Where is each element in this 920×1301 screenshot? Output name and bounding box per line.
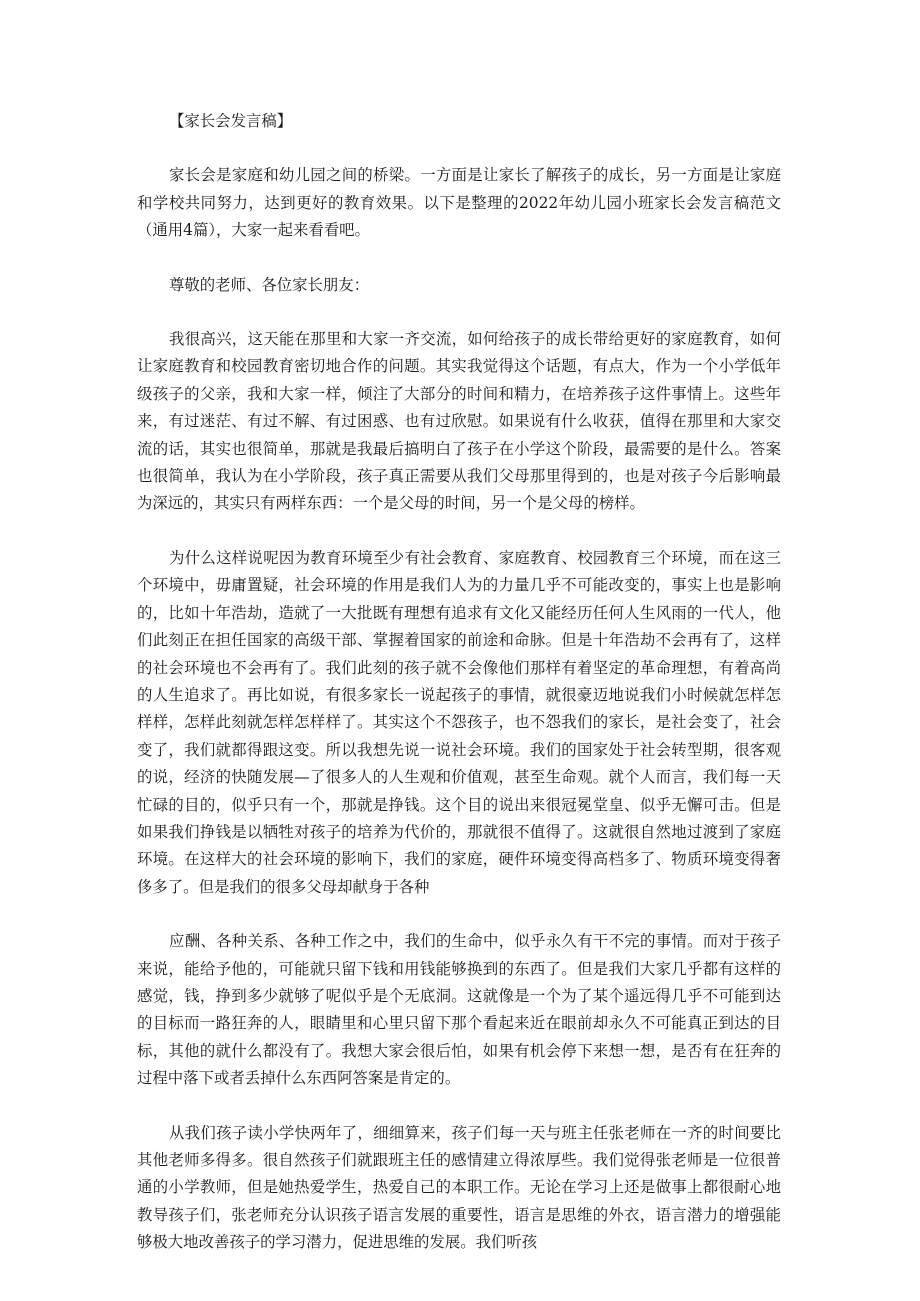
- paragraph-body-3: 应酬、各种关系、各种工作之中，我们的生命中，似乎永久有干不完的事情。而对于孩子来说，能给予他的，可能就只留下钱和用钱能够换到的东西了。但是我们大家几乎都有这样的感觉，钱，挣到多少就够了呢似乎是个无底洞。这就像是一个为了某个遥远得几乎不可能到达的目标而一路狂奔的人，眼睛里和心里只留下那个看起来近在眼前却永久不可能真正到达的目标，其他的就什么都没有了。我想大家会很后怕，如果有机会停下来想一想，是否有在狂奔的过程中落下或者丢掉什么东西阿答案是肯定的。: [137, 932, 781, 1088]
- document-page: [137, 108, 781, 1284]
- paragraph-body-1: 我很高兴，这天能在那里和大家一齐交流，如何给孩子的成长带给更好的家庭教育，如何让家庭教育和校园教育密切地合作的问题。其实我觉得这个话题，有点大，作为一个小学低年级孩子的父亲，我和大家一样，倾注了大部分的时间和精力，在培养孩子这件事情上。这些年来，有过迷茫、有过不解、有过困惑、也有过欣慰。如果说有什么收获，值得在那里和大家交流的话，其实也很简单，那就是我最后搞明白了孩子在小学这个阶段，最需要的是什么。答案也很简单，我认为在小学阶段，孩子真正需要从我们父母那里得到的，也是对孩子今后影响最为深远的，其实只有两样东西：一个是父母的时间，另一个是父母的榜样。: [137, 330, 781, 513]
- paragraph-body-4: 从我们孩子读小学快两年了，细细算来，孩子们每一天与班主任张老师在一齐的时间要比其他老师多得多。很自然孩子们就跟班主任的感情建立得浓厚些。我们觉得张老师是一位很普通的小学教师，但是她热爱学生，热爱自己的本职工作。无论在学习上还是做事上都很耐心地教导孩子们，张老师充分认识孩子语言发展的重要性，语言是思维的外衣，语言潜力的增强能够极大地改善孩子的学习潜力，促进思维的发展。我们听孩: [137, 1123, 781, 1252]
- paragraph-body-2: 为什么这样说呢因为教育环境至少有社会教育、家庭教育、校园教育三个环境，而在这三个环境中，毋庸置疑，社会环境的作用是我们人为的力量几乎不可能改变的，事实上也是影响的，比如十年浩劫，造就了一大批既有理想有追求有文化又能经历任何人生风雨的一代人，他们此刻正在担任国家的高级干部、掌握着国家的前途和命脉。但是十年浩劫不会再有了，这样的社会环境也不会再有了。我们此刻的孩子就不会像他们那样有着坚定的革命理想，有着高尚的人生追求了。再比如说，有很多家长一说起孩子的事情，就很豪迈地说我们小时候就怎样怎样样，怎样此刻就怎样怎样样了。其实这个不怨孩子，也不怨我们的家长，是社会变了，社会变了，我们就都得跟这变。所以我想先说一说社会环境。我们的国家处于社会转型期，很客观的说，经济的快随发展—了很多人的人生观和价值观，甚至生命观。就个人而言，我们每一天忙碌的目的，似乎只有一个，那就是挣钱。这个目的说出来很冠冕堂皇、似乎无懈可击。但是如果我们挣钱是以牺牲对孩子的培养为代价的，那就很不值得了。这就很自然地过渡到了家庭环境。在这样大的社会环境的影响下，我们的家庭，硬件环境变得高档多了、物质环境变得奢侈多了。但是我们的很多父母却献身于各种: [137, 548, 781, 896]
- paragraph-intro: 家长会是家庭和幼儿园之间的桥梁。一方面是让家长了解孩子的成长，另一方面是让家庭和学校共同努力，达到更好的教育效果。以下是整理的2022年幼儿园小班家长会发言稿范文（通用4篇），大家一起来看看吧。: [137, 166, 781, 240]
- document-title: 【家长会发言稿】: [169, 112, 293, 130]
- paragraph-salutation: 尊敬的老师、各位家长朋友：: [169, 275, 370, 294]
